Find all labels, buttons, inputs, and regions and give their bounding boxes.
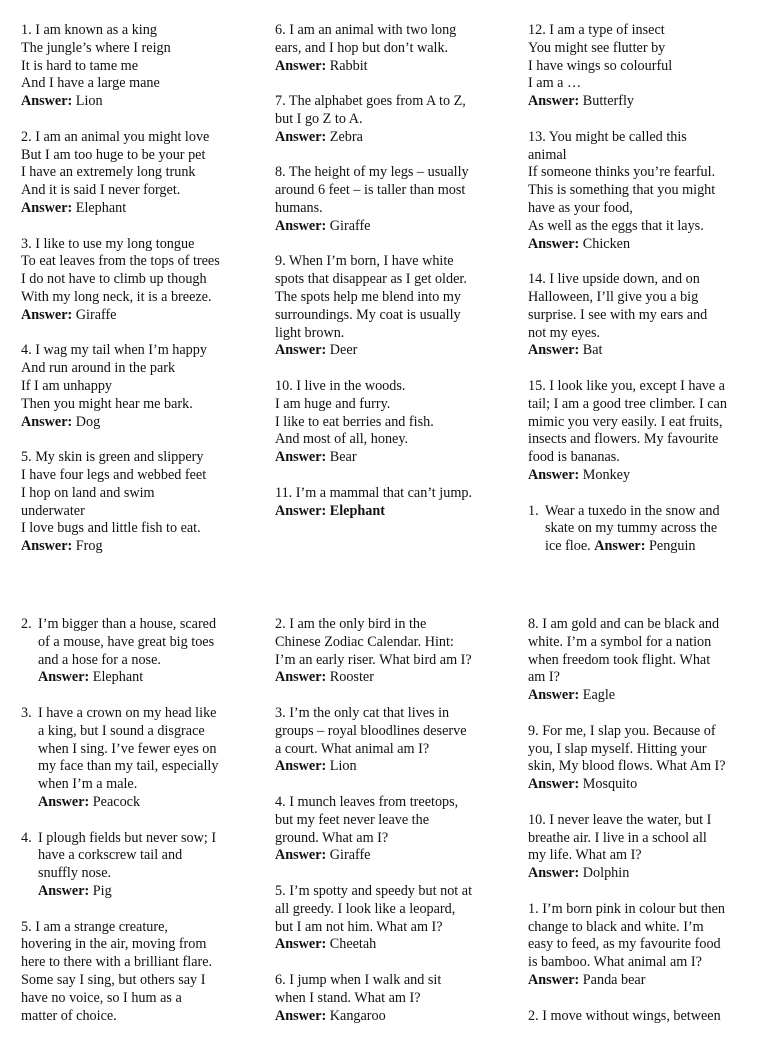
riddle-line: skin, My blood flows. What Am I? (528, 758, 726, 775)
answer-label: Answer: (528, 235, 580, 252)
riddle-line: humans. (275, 199, 323, 216)
answer-line (275, 218, 505, 236)
riddle-line: 6. I am an animal with two long (275, 22, 457, 38)
riddle-line: my life. What am I? (528, 847, 642, 864)
riddle-line: change to black and white. I’m (528, 918, 704, 935)
answer-value: Bear (329, 449, 357, 466)
answer-value: Rooster (329, 669, 374, 686)
riddle-frog (21, 449, 251, 556)
riddle-line: 3. I’m the only cat that lives in (275, 704, 450, 721)
answer-line (275, 936, 505, 954)
answer-value: Penguin (649, 538, 696, 555)
riddle-line: 2. I am the only bird in the (275, 616, 427, 632)
riddle-line: a king, but I sound a disgrace (38, 722, 205, 739)
riddle-line: 8. I am gold and can be black and (528, 616, 720, 632)
riddle-line: I have wings so colourful (528, 57, 673, 74)
riddle-line: I love bugs and little fish to eat. (21, 520, 201, 537)
riddle-bat (528, 271, 750, 360)
answer-line (275, 342, 505, 360)
riddle-line: Then you might hear me bark. (21, 395, 193, 412)
riddle-line: 1. I am known as a king (21, 22, 157, 38)
riddle-line: 4. I munch leaves from treetops, (275, 793, 459, 810)
riddle-kangaroo (275, 972, 505, 1025)
answer-line (528, 972, 750, 990)
riddle-line: breathe air. I live in a school all (528, 829, 707, 846)
riddle-rooster (275, 616, 505, 687)
answer-label: Answer: (21, 413, 73, 430)
answer-value: Mosquito (582, 776, 638, 793)
riddle-line: As well as the eggs that it lays. (528, 217, 704, 234)
riddle-line: 3. I like to use my long tongue (21, 235, 195, 252)
riddle-line: but I go Z to A. (275, 110, 363, 127)
answer-line (528, 93, 750, 111)
riddle-line: snuffly nose. (38, 865, 112, 882)
list-number: 3. (21, 704, 32, 721)
answer-label: Answer: (528, 342, 580, 359)
answer-value: Bat (582, 342, 603, 359)
riddle-lion (21, 22, 251, 111)
riddle-giraffe-height (275, 164, 505, 235)
riddle-line: I’m bigger than a house, scared (38, 616, 217, 632)
riddle-line: 14. I live upside down, and on (528, 271, 700, 288)
riddle-rabbit (275, 22, 505, 75)
riddle-pig (21, 830, 251, 901)
riddle-line: all greedy. I look like a leopard, (275, 900, 456, 917)
riddle-line: when I sing. I’ve fewer eyes on (38, 740, 217, 757)
top-column-1 (21, 22, 251, 574)
riddle-hummingbird (21, 919, 251, 1026)
riddle-line: I plough fields but never sow; I (38, 829, 217, 846)
answer-line (275, 129, 505, 147)
bottom-column-2 (275, 616, 505, 1043)
riddle-line: 13. You might be called this (528, 128, 687, 145)
riddle-line: The jungle’s where I reign (21, 39, 171, 56)
answer-line (275, 669, 505, 687)
riddle-line: animal (528, 146, 567, 163)
answer-line (21, 93, 251, 111)
riddle-line: and a hose for a nose. (38, 651, 161, 668)
answer-line (528, 865, 750, 883)
answer-label: Answer: (21, 306, 73, 323)
riddle-partial (528, 1008, 750, 1026)
riddle-line: when freedom took flight. What (528, 651, 711, 668)
riddle-line: 6. I jump when I walk and sit (275, 971, 442, 988)
riddle-line: Halloween, I’ll give you a big (528, 288, 699, 305)
riddle-line: when I’m a male. (38, 776, 138, 793)
list-number: 4. (21, 829, 32, 846)
riddle-line: I hop on land and swim (21, 484, 155, 501)
riddle-line: It is hard to tame me (21, 57, 139, 74)
answer-label: Answer: (275, 847, 327, 864)
riddle-line: Chinese Zodiac Calendar. Hint: (275, 633, 454, 650)
riddle-giraffe (21, 236, 251, 325)
answer-value: Elephant (92, 669, 144, 686)
riddle-chicken (528, 129, 750, 254)
riddle-penguin (528, 503, 750, 556)
riddle-line: But I am too huge to be your pet (21, 146, 206, 163)
riddle-dolphin (528, 812, 750, 883)
answer-line (528, 342, 750, 360)
answer-label: Answer: (275, 936, 327, 953)
riddle-line: To eat leaves from the tops of trees (21, 253, 220, 270)
answer-value: Kangaroo (329, 1007, 386, 1024)
riddle-line: 10. I never leave the water, but I (528, 811, 712, 828)
riddle-line: surprise. I see with my ears and (528, 306, 708, 323)
answer-value: Panda bear (582, 971, 646, 988)
riddle-line: is bamboo. What animal am I? (528, 954, 702, 971)
answer-value: Peacock (92, 793, 141, 810)
riddle-bear (275, 378, 505, 467)
riddle-line: And run around in the park (21, 360, 176, 377)
riddle-deer (275, 253, 505, 360)
riddle-line: not my eyes. (528, 324, 601, 341)
answer-value: Rabbit (329, 57, 368, 74)
riddle-line: food is bananas. (528, 449, 620, 466)
riddle-butterfly (528, 22, 750, 111)
riddle-eagle (528, 616, 750, 705)
answer-value: Zebra (329, 128, 363, 145)
riddle-line: 7. The alphabet goes from A to Z, (275, 93, 466, 110)
riddle-line: but I am not him. What am I? (275, 918, 443, 935)
riddle-line: 9. When I’m born, I have white (275, 253, 454, 270)
answer-value: Elephant (329, 502, 385, 519)
answer-value: Giraffe (329, 847, 371, 864)
answer-value: Giraffe (329, 217, 371, 234)
riddle-monkey (528, 378, 750, 485)
answer-line (528, 776, 750, 794)
riddle-line: Some say I sing, but others say I (21, 971, 206, 988)
riddle-giraffe-treetops (275, 794, 505, 865)
riddle-mammal-cant-jump (275, 485, 505, 521)
riddle-line: 2. I am an animal you might love (21, 128, 210, 145)
answer-value: Butterfly (582, 93, 635, 110)
riddle-line: If I am unhappy (21, 377, 113, 394)
riddle-line: have a corkscrew tail and (38, 847, 183, 864)
answer-value: Giraffe (75, 306, 117, 323)
answer-label: Answer: (528, 687, 580, 704)
riddle-line: And I have a large mane (21, 75, 160, 92)
answer-value: Lion (75, 93, 103, 110)
riddle-line: hovering in the air, moving from (21, 936, 207, 953)
answer-value: Eagle (582, 687, 616, 704)
riddle-line: 4. I wag my tail when I’m happy (21, 342, 207, 359)
answer-line (275, 503, 505, 521)
answer-line (545, 538, 750, 556)
riddle-line: 8. The height of my legs – usually (275, 164, 469, 181)
answer-label: Answer: (275, 1007, 327, 1024)
riddle-line: a court. What animal am I? (275, 740, 430, 757)
riddle-line: matter of choice. (21, 1007, 117, 1024)
bottom-column-1 (21, 616, 251, 1043)
answer-value: Cheetah (329, 936, 377, 953)
answer-line (275, 1008, 505, 1026)
riddle-line: The spots help me blend into my (275, 288, 461, 305)
answer-line (275, 758, 505, 776)
answer-label: Answer: (21, 93, 73, 110)
riddle-line: 9. For me, I slap you. Because of (528, 722, 716, 739)
riddle-line: 2. I move without wings, between (528, 1007, 721, 1024)
answer-label: Answer: (38, 793, 90, 810)
top-column-3 (528, 22, 750, 574)
riddle-line: This is something that you might (528, 182, 716, 199)
answer-line (528, 236, 750, 254)
riddle-line: groups – royal bloodlines deserve (275, 722, 467, 739)
answer-label: Answer: (275, 342, 327, 359)
answer-line (275, 449, 505, 467)
answer-line (38, 794, 251, 812)
answer-label: Answer: (528, 865, 580, 882)
riddle-zebra (275, 93, 505, 146)
riddle-line: And it is said I never forget. (21, 182, 181, 199)
riddle-line: I have a crown on my head like (38, 704, 217, 721)
riddle-dog (21, 342, 251, 431)
riddle-line: tail; I am a good tree climber. I can (528, 395, 727, 412)
riddle-line: You might see flutter by (528, 39, 666, 56)
riddle-line: spots that disappear as I get older. (275, 271, 467, 288)
answer-label: Answer: (275, 128, 327, 145)
answer-line (21, 414, 251, 432)
riddle-line: I’m an early riser. What bird am I? (275, 651, 472, 668)
answer-line (275, 847, 505, 865)
answer-label: Answer: (275, 669, 327, 686)
riddle-line: I do not have to climb up though (21, 271, 207, 288)
answer-line (528, 467, 750, 485)
riddle-cheetah (275, 883, 505, 954)
answer-line (21, 200, 251, 218)
answer-value: Frog (75, 538, 103, 555)
riddle-line: mimic you very easily. I eat fruits, (528, 413, 723, 430)
riddle-line: 15. I look like you, except I have a (528, 377, 725, 394)
answer-label: Answer: (528, 93, 580, 110)
riddle-line: surroundings. My coat is usually (275, 306, 461, 323)
riddle-line: ice floe. (545, 538, 591, 555)
riddle-line: If someone thinks you’re fearful. (528, 164, 716, 181)
answer-label: Answer: (38, 669, 90, 686)
riddle-line: ground. What am I? (275, 829, 389, 846)
answer-line (21, 538, 251, 556)
answer-label: Answer: (21, 199, 73, 216)
answer-value: Dog (75, 413, 101, 430)
riddle-panda (528, 901, 750, 990)
answer-value: Monkey (582, 466, 631, 483)
answer-label: Answer: (21, 538, 73, 555)
riddle-line: skate on my tummy across the (545, 520, 718, 537)
riddle-line: I like to eat berries and fish. (275, 413, 434, 430)
riddle-line: my face than my tail, especially (38, 758, 219, 775)
riddle-line: 5. I am a strange creature, (21, 918, 168, 935)
answer-label: Answer: (528, 466, 580, 483)
answer-label: Answer: (275, 57, 327, 74)
answer-line (528, 687, 750, 705)
riddle-line: insects and flowers. My favourite (528, 431, 719, 448)
riddle-line: I have four legs and webbed feet (21, 466, 207, 483)
riddle-line: I am huge and furry. (275, 395, 391, 412)
bottom-column-3 (528, 616, 750, 1043)
riddle-line: have as your food, (528, 199, 633, 216)
riddle-line: am I? (528, 669, 560, 686)
answer-line (38, 669, 251, 687)
answer-value: Pig (92, 882, 112, 899)
riddle-elephant (21, 129, 251, 218)
riddle-line: And most of all, honey. (275, 431, 409, 448)
riddle-line: 5. I’m spotty and speedy but not at (275, 882, 473, 899)
riddle-lion-court (275, 705, 505, 776)
answer-value: Elephant (75, 199, 127, 216)
answer-label: Answer: (528, 971, 580, 988)
riddle-line: of a mouse, have great big toes (38, 633, 215, 650)
top-column-2 (275, 22, 505, 538)
riddle-line: underwater (21, 502, 85, 519)
riddle-line: 10. I live in the woods. (275, 377, 406, 394)
riddle-mosquito (528, 723, 750, 794)
riddle-line: I am a … (528, 75, 582, 92)
answer-line (275, 58, 505, 76)
riddle-line: white. I’m a symbol for a nation (528, 633, 712, 650)
riddle-line: Wear a tuxedo in the snow and (545, 502, 720, 519)
list-number: 1. (528, 502, 539, 519)
riddle-elephant-mouse (21, 616, 251, 687)
riddle-line: around 6 feet – is taller than most (275, 182, 466, 199)
riddle-line: have no voice, so I hum as a (21, 989, 182, 1006)
answer-value: Dolphin (582, 865, 630, 882)
answer-value: Deer (329, 342, 358, 359)
answer-label: Answer: (594, 538, 646, 555)
riddle-line: 1. I’m born pink in colour but then (528, 900, 726, 917)
riddle-line: 11. I’m a mammal that can’t jump. (275, 484, 472, 501)
answer-label: Answer: (275, 449, 327, 466)
answer-label: Answer: (38, 882, 90, 899)
riddle-line: easy to feed, as my favourite food (528, 936, 721, 953)
answer-line (21, 307, 251, 325)
riddle-line: you, I slap myself. Hitting your (528, 740, 707, 757)
riddle-line: here to there with a brilliant flare. (21, 954, 213, 971)
riddle-line: but my feet never leave the (275, 811, 430, 828)
answer-value: Lion (329, 758, 357, 775)
riddle-line: 12. I am a type of insect (528, 22, 665, 38)
answer-label: Answer: (528, 776, 580, 793)
answer-label: Answer: (275, 217, 327, 234)
riddle-line: light brown. (275, 324, 345, 341)
riddle-line: With my long neck, it is a breeze. (21, 288, 212, 305)
answer-label: Answer: (275, 758, 327, 775)
riddle-line: ears, and I hop but don’t walk. (275, 39, 449, 56)
riddle-line: 5. My skin is green and slippery (21, 449, 204, 466)
riddle-line: I have an extremely long trunk (21, 164, 196, 181)
riddle-peacock (21, 705, 251, 812)
answer-label: Answer: (275, 502, 327, 519)
list-number: 2. (21, 616, 32, 632)
answer-line (38, 883, 251, 901)
answer-value: Chicken (582, 235, 631, 252)
riddle-line: when I stand. What am I? (275, 989, 421, 1006)
